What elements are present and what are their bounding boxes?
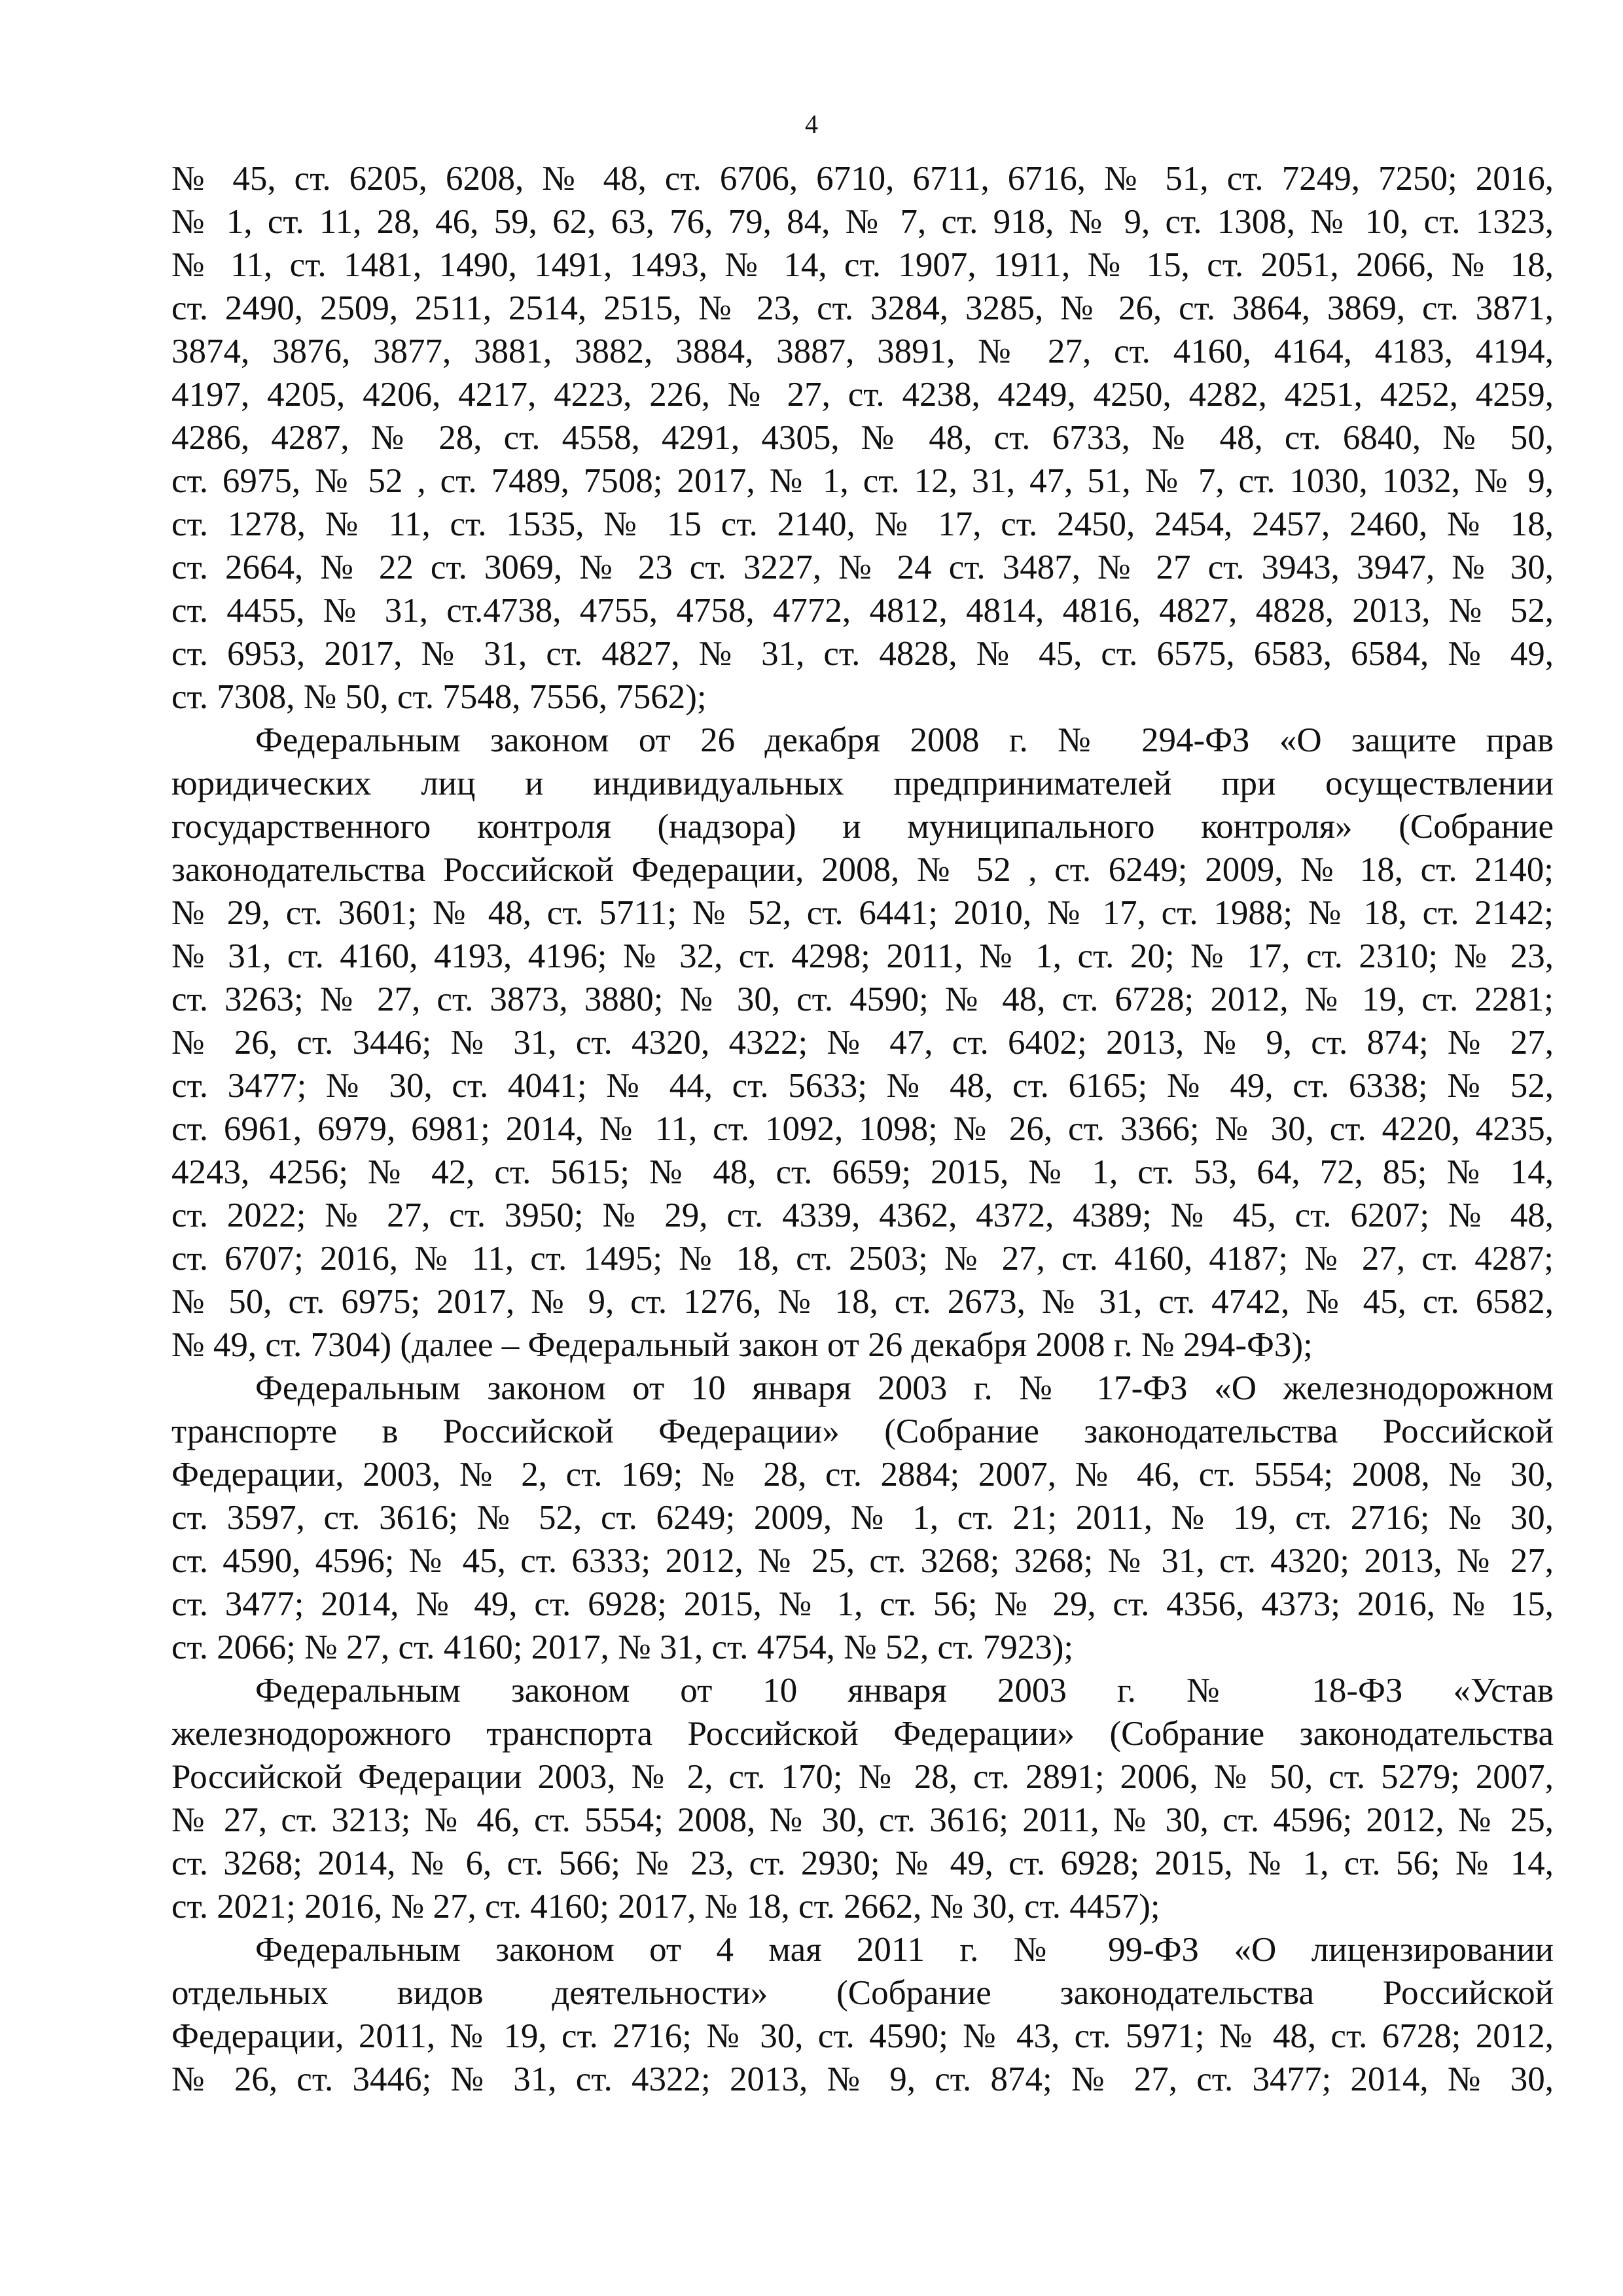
text-line: 4286, 4287, № 28, ст. 4558, 4291, 4305, № 48, ст. 6733, № 48, ст. 6840, № 50,: [171, 419, 1554, 457]
text-line: Федерации, 2011, № 19, ст. 2716; № 30, ст. 4590; № 43, ст. 5971; № 48, ст. 6728; 2012,: [171, 2017, 1554, 2055]
text-line: Федеральным законом от 4 мая 2011 г. № 99-ФЗ «О лицензировании: [255, 1931, 1554, 1969]
text-line: Российской Федерации 2003, № 2, ст. 170; № 28, ст. 2891; 2006, № 50, ст. 5279; 2007,: [171, 1758, 1554, 1796]
text-line: ст. 2021; 2016, № 27, ст. 4160; 2017, № 18, ст. 2662, № 30, ст. 4457);: [171, 1888, 1160, 1926]
text-line: ст. 2490, 2509, 2511, 2514, 2515, № 23, ст. 3284, 3285, № 26, ст. 3864, 3869, ст. 3871,: [171, 289, 1554, 327]
text-line: № 11, ст. 1481, 1490, 1491, 1493, № 14, ст. 1907, 1911, № 15, ст. 2051, 2066, № 18,: [171, 246, 1554, 284]
text-line: 4197, 4205, 4206, 4217, 4223, 226, № 27, ст. 4238, 4249, 4250, 4282, 4251, 4252, 4259,: [171, 376, 1554, 414]
paragraph-law-99-fz: [171, 1928, 1554, 2101]
text-line: 3874, 3876, 3877, 3881, 3882, 3884, 3887, 3891, № 27, ст. 4160, 4164, 4183, 4194,: [171, 332, 1554, 370]
text-line: транспорте в Российской Федерации» (Собрание законодательства Российской: [171, 1412, 1554, 1450]
text-line: ст. 6953, 2017, № 31, ст. 4827, № 31, ст. 4828, № 45, ст. 6575, 6583, 6584, № 49,: [171, 635, 1554, 673]
body-text: [171, 157, 1554, 2101]
page-number: 4: [805, 109, 818, 139]
text-line: Федеральным законом от 26 декабря 2008 г. № 294-ФЗ «О защите прав: [255, 721, 1554, 759]
text-line: № 31, ст. 4160, 4193, 4196; № 32, ст. 4298; 2011, № 1, ст. 20; № 17, ст. 2310; № 23,: [171, 937, 1554, 975]
text-line: № 27, ст. 3213; № 46, ст. 5554; 2008, № 30, ст. 3616; 2011, № 30, ст. 4596; 2012, № 25,: [171, 1801, 1554, 1839]
text-line: железнодорожного транспорта Российской Федерации» (Собрание законодательства: [171, 1715, 1554, 1753]
text-line: № 26, ст. 3446; № 31, ст. 4322; 2013, № 9, ст. 874; № 27, ст. 3477; 2014, № 30,: [171, 2060, 1554, 2098]
text-line: ст. 2022; № 27, ст. 3950; № 29, ст. 4339, 4362, 4372, 4389; № 45, ст. 6207; № 48,: [171, 1196, 1554, 1234]
paragraph-continuation: [171, 157, 1554, 719]
text-line: отдельных видов деятельности» (Собрание законодательства Российской: [171, 1974, 1554, 2012]
text-line: ст. 6961, 6979, 6981; 2014, № 11, ст. 1092, 1098; № 26, ст. 3366; № 30, ст. 4220, 4235,: [171, 1110, 1554, 1148]
text-line: ст. 3263; № 27, ст. 3873, 3880; № 30, ст. 4590; № 48, ст. 6728; 2012, № 19, ст. 2281;: [171, 980, 1554, 1018]
text-line: № 45, ст. 6205, 6208, № 48, ст. 6706, 6710, 6711, 6716, № 51, ст. 7249, 7250; 2016,: [171, 160, 1554, 198]
text-line: юридических лиц и индивидуальных предпринимателей при осуществлении: [171, 764, 1554, 802]
text-line: ст. 6707; 2016, № 11, ст. 1495; № 18, ст. 2503; № 27, ст. 4160, 4187; № 27, ст. 4287;: [171, 1240, 1554, 1278]
paragraph-law-17-fz: [171, 1367, 1554, 1669]
text-line: ст. 3268; 2014, № 6, ст. 566; № 23, ст. 2930; № 49, ст. 6928; 2015, № 1, ст. 56; № 14,: [171, 1844, 1554, 1882]
text-line: № 29, ст. 3601; № 48, ст. 5711; № 52, ст. 6441; 2010, № 17, ст. 1988; № 18, ст. 2142;: [171, 894, 1554, 932]
text-line: ст. 4455, № 31, ст.4738, 4755, 4758, 4772, 4812, 4814, 4816, 4827, 4828, 2013, № 52,: [171, 592, 1554, 630]
text-line: Федеральным законом от 10 января 2003 г. № 17-ФЗ «О железнодорожном: [255, 1369, 1554, 1407]
text-line: ст. 4590, 4596; № 45, ст. 6333; 2012, № 25, ст. 3268; 3268; № 31, ст. 4320; 2013, № 27,: [171, 1542, 1554, 1580]
text-line: Федеральным законом от 10 января 2003 г. № 18-ФЗ «Устав: [255, 1672, 1554, 1710]
text-line: № 49, ст. 7304) (далее – Федеральный закон от 26 декабря 2008 г. № 294-ФЗ);: [171, 1326, 1313, 1364]
text-line: 4243, 4256; № 42, ст. 5615; № 48, ст. 6659; 2015, № 1, ст. 53, 64, 72, 85; № 14,: [171, 1153, 1554, 1191]
text-line: законодательства Российской Федерации, 2008, № 52 , ст. 6249; 2009, № 18, ст. 2140;: [171, 851, 1554, 889]
text-line: № 50, ст. 6975; 2017, № 9, ст. 1276, № 18, ст. 2673, № 31, ст. 4742, № 45, ст. 6582,: [171, 1283, 1554, 1321]
text-line: ст. 1278, № 11, ст. 1535, № 15 ст. 2140, № 17, ст. 2450, 2454, 2457, 2460, № 18,: [171, 505, 1554, 543]
text-line: ст. 7308, № 50, ст. 7548, 7556, 7562);: [171, 678, 707, 716]
text-line: ст. 3477; № 30, ст. 4041; № 44, ст. 5633; № 48, ст. 6165; № 49, ст. 6338; № 52,: [171, 1067, 1554, 1105]
paragraph-law-294-fz: [171, 719, 1554, 1367]
text-line: ст. 6975, № 52 , ст. 7489, 7508; 2017, № 1, ст. 12, 31, 47, 51, № 7, ст. 1030, 1032, № 9,: [171, 462, 1554, 500]
text-line: ст. 2664, № 22 ст. 3069, № 23 ст. 3227, № 24 ст. 3487, № 27 ст. 3943, 3947, № 30,: [171, 548, 1554, 586]
text-line: ст. 3477; 2014, № 49, ст. 6928; 2015, № 1, ст. 56; № 29, ст. 4356, 4373; 2016, № 15,: [171, 1585, 1554, 1623]
text-line: ст. 2066; № 27, ст. 4160; 2017, № 31, ст. 4754, № 52, ст. 7923);: [171, 1628, 1074, 1666]
paragraph-law-18-fz: [171, 1669, 1554, 1928]
text-line: № 26, ст. 3446; № 31, ст. 4320, 4322; № 47, ст. 6402; 2013, № 9, ст. 874; № 27,: [171, 1024, 1554, 1062]
text-line: Федерации, 2003, № 2, ст. 169; № 28, ст. 2884; 2007, № 46, ст. 5554; 2008, № 30,: [171, 1456, 1554, 1494]
text-line: ст. 3597, ст. 3616; № 52, ст. 6249; 2009, № 1, ст. 21; 2011, № 19, ст. 2716; № 30,: [171, 1499, 1554, 1537]
text-line: государственного контроля (надзора) и муниципального контроля» (Собрание: [171, 808, 1554, 846]
text-line: № 1, ст. 11, 28, 46, 59, 62, 63, 76, 79, 84, № 7, ст. 918, № 9, ст. 1308, № 10, ст. 1323,: [171, 203, 1554, 241]
